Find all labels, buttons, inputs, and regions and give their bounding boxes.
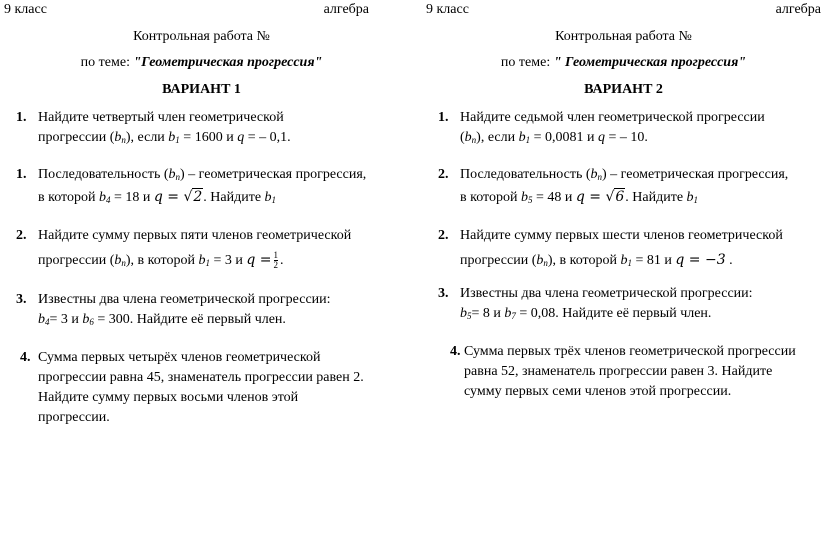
topic-name: " Геометрическая прогрессия" (553, 55, 747, 70)
task-number: 3. (16, 292, 27, 307)
sqrt-expression: √6 (605, 189, 625, 205)
task-text (38, 348, 399, 428)
task-line: (bn), если b1 = 0,0081 и q = – 10. (460, 130, 648, 145)
task-number: 1. (438, 110, 449, 125)
task-line: Известны два члена геометрической прогрессии: (38, 292, 331, 307)
sqrt-expression: √2 (183, 189, 203, 205)
task-text (460, 165, 821, 210)
task-line: Сумма первых трёх членов геометрической прогрессии (464, 344, 796, 359)
task-number: 2. (16, 228, 27, 243)
task-number: 4. (450, 344, 461, 359)
task-line: прогрессии (bn), в которой b1 = 3 и 𝑞 = $\frac{1}{2}$ . (38, 250, 284, 271)
test-title: Контрольная работа № (133, 29, 270, 44)
task-text (460, 226, 821, 273)
task-line: Сумма первых четырёх членов геометрической (38, 350, 321, 365)
task-number: 2. (438, 228, 449, 243)
task-line: b5= 8 и b7 = 0,08. Найдите её первый член. (460, 306, 712, 321)
task-line: прогрессии равна 45, знаменатель прогрессии равен 2. (38, 370, 364, 385)
task-number: 2. (438, 167, 449, 182)
task-line: сумму первых семи членов этой прогрессии. (464, 384, 732, 399)
task-line: Последовательность (bn) – геометрическая прогрессия, (460, 167, 789, 182)
task-text (38, 226, 399, 273)
variant-heading: ВАРИАНТ 2 (584, 82, 663, 97)
task-text (38, 165, 399, 210)
task-line: Известны два члена геометрической прогрессии: (460, 286, 753, 301)
task-line: в которой b5 = 48 и 𝑞 = √6. Найдите b1 (460, 189, 699, 205)
header-row (4, 0, 399, 20)
task-line: в которой b4 = 18 и 𝑞 = √2. Найдите b1 (38, 189, 277, 205)
task-line: Найдите четвертый член геометрической (38, 110, 284, 125)
task-line: прогрессии (bn), если b1 = 1600 и q = – 0,1. (38, 130, 291, 145)
topic-prefix: по теме: (80, 55, 130, 70)
task-line: прогрессии. (38, 410, 110, 425)
test-topic (426, 55, 821, 71)
header-row (426, 0, 821, 20)
fraction-one-half: $\frac{1}{2}$ (273, 250, 279, 271)
grade-label: 9 класс (4, 2, 47, 17)
task-line: Найдите сумму первых пяти членов геометрической (38, 228, 352, 243)
task-line: прогрессии (bn), в которой b1 = 81 и 𝑞 = −3 . (460, 252, 733, 268)
task-line: Найдите сумму первых восьми членов этой (38, 390, 299, 405)
task-line: Последовательность (bn) – геометрическая прогрессия, (38, 167, 367, 182)
task-number: 1. (16, 167, 27, 182)
task-number: 3. (438, 286, 449, 301)
task-text (38, 108, 399, 150)
grade-label: 9 класс (426, 2, 469, 17)
variant-heading: ВАРИАНТ 1 (162, 82, 241, 97)
task-text (460, 284, 821, 326)
task-line: равна 52, знаменатель прогрессии равен 3. Найдите (464, 364, 773, 379)
task-text (464, 342, 821, 402)
task-number: 1. (16, 110, 27, 125)
topic-prefix: по теме: (500, 55, 551, 70)
variant-1-column (4, 0, 399, 425)
subject-label: алгебра (323, 2, 369, 17)
task-line: Найдите сумму первых шести членов геометрической (460, 228, 783, 243)
variant-2-column (426, 0, 821, 399)
test-title: Контрольная работа № (555, 29, 692, 44)
task-number: 4. (20, 350, 31, 365)
task-text (460, 108, 821, 150)
topic-name: "Геометрическая прогрессия" (133, 55, 323, 70)
task-text (38, 290, 399, 332)
test-topic (4, 55, 399, 71)
task-line: b4= 3 и b6 = 300. Найдите её первый член. (38, 312, 286, 327)
task-line: Найдите седьмой член геометрической прогрессии (460, 110, 765, 125)
subject-label: алгебра (775, 2, 821, 17)
